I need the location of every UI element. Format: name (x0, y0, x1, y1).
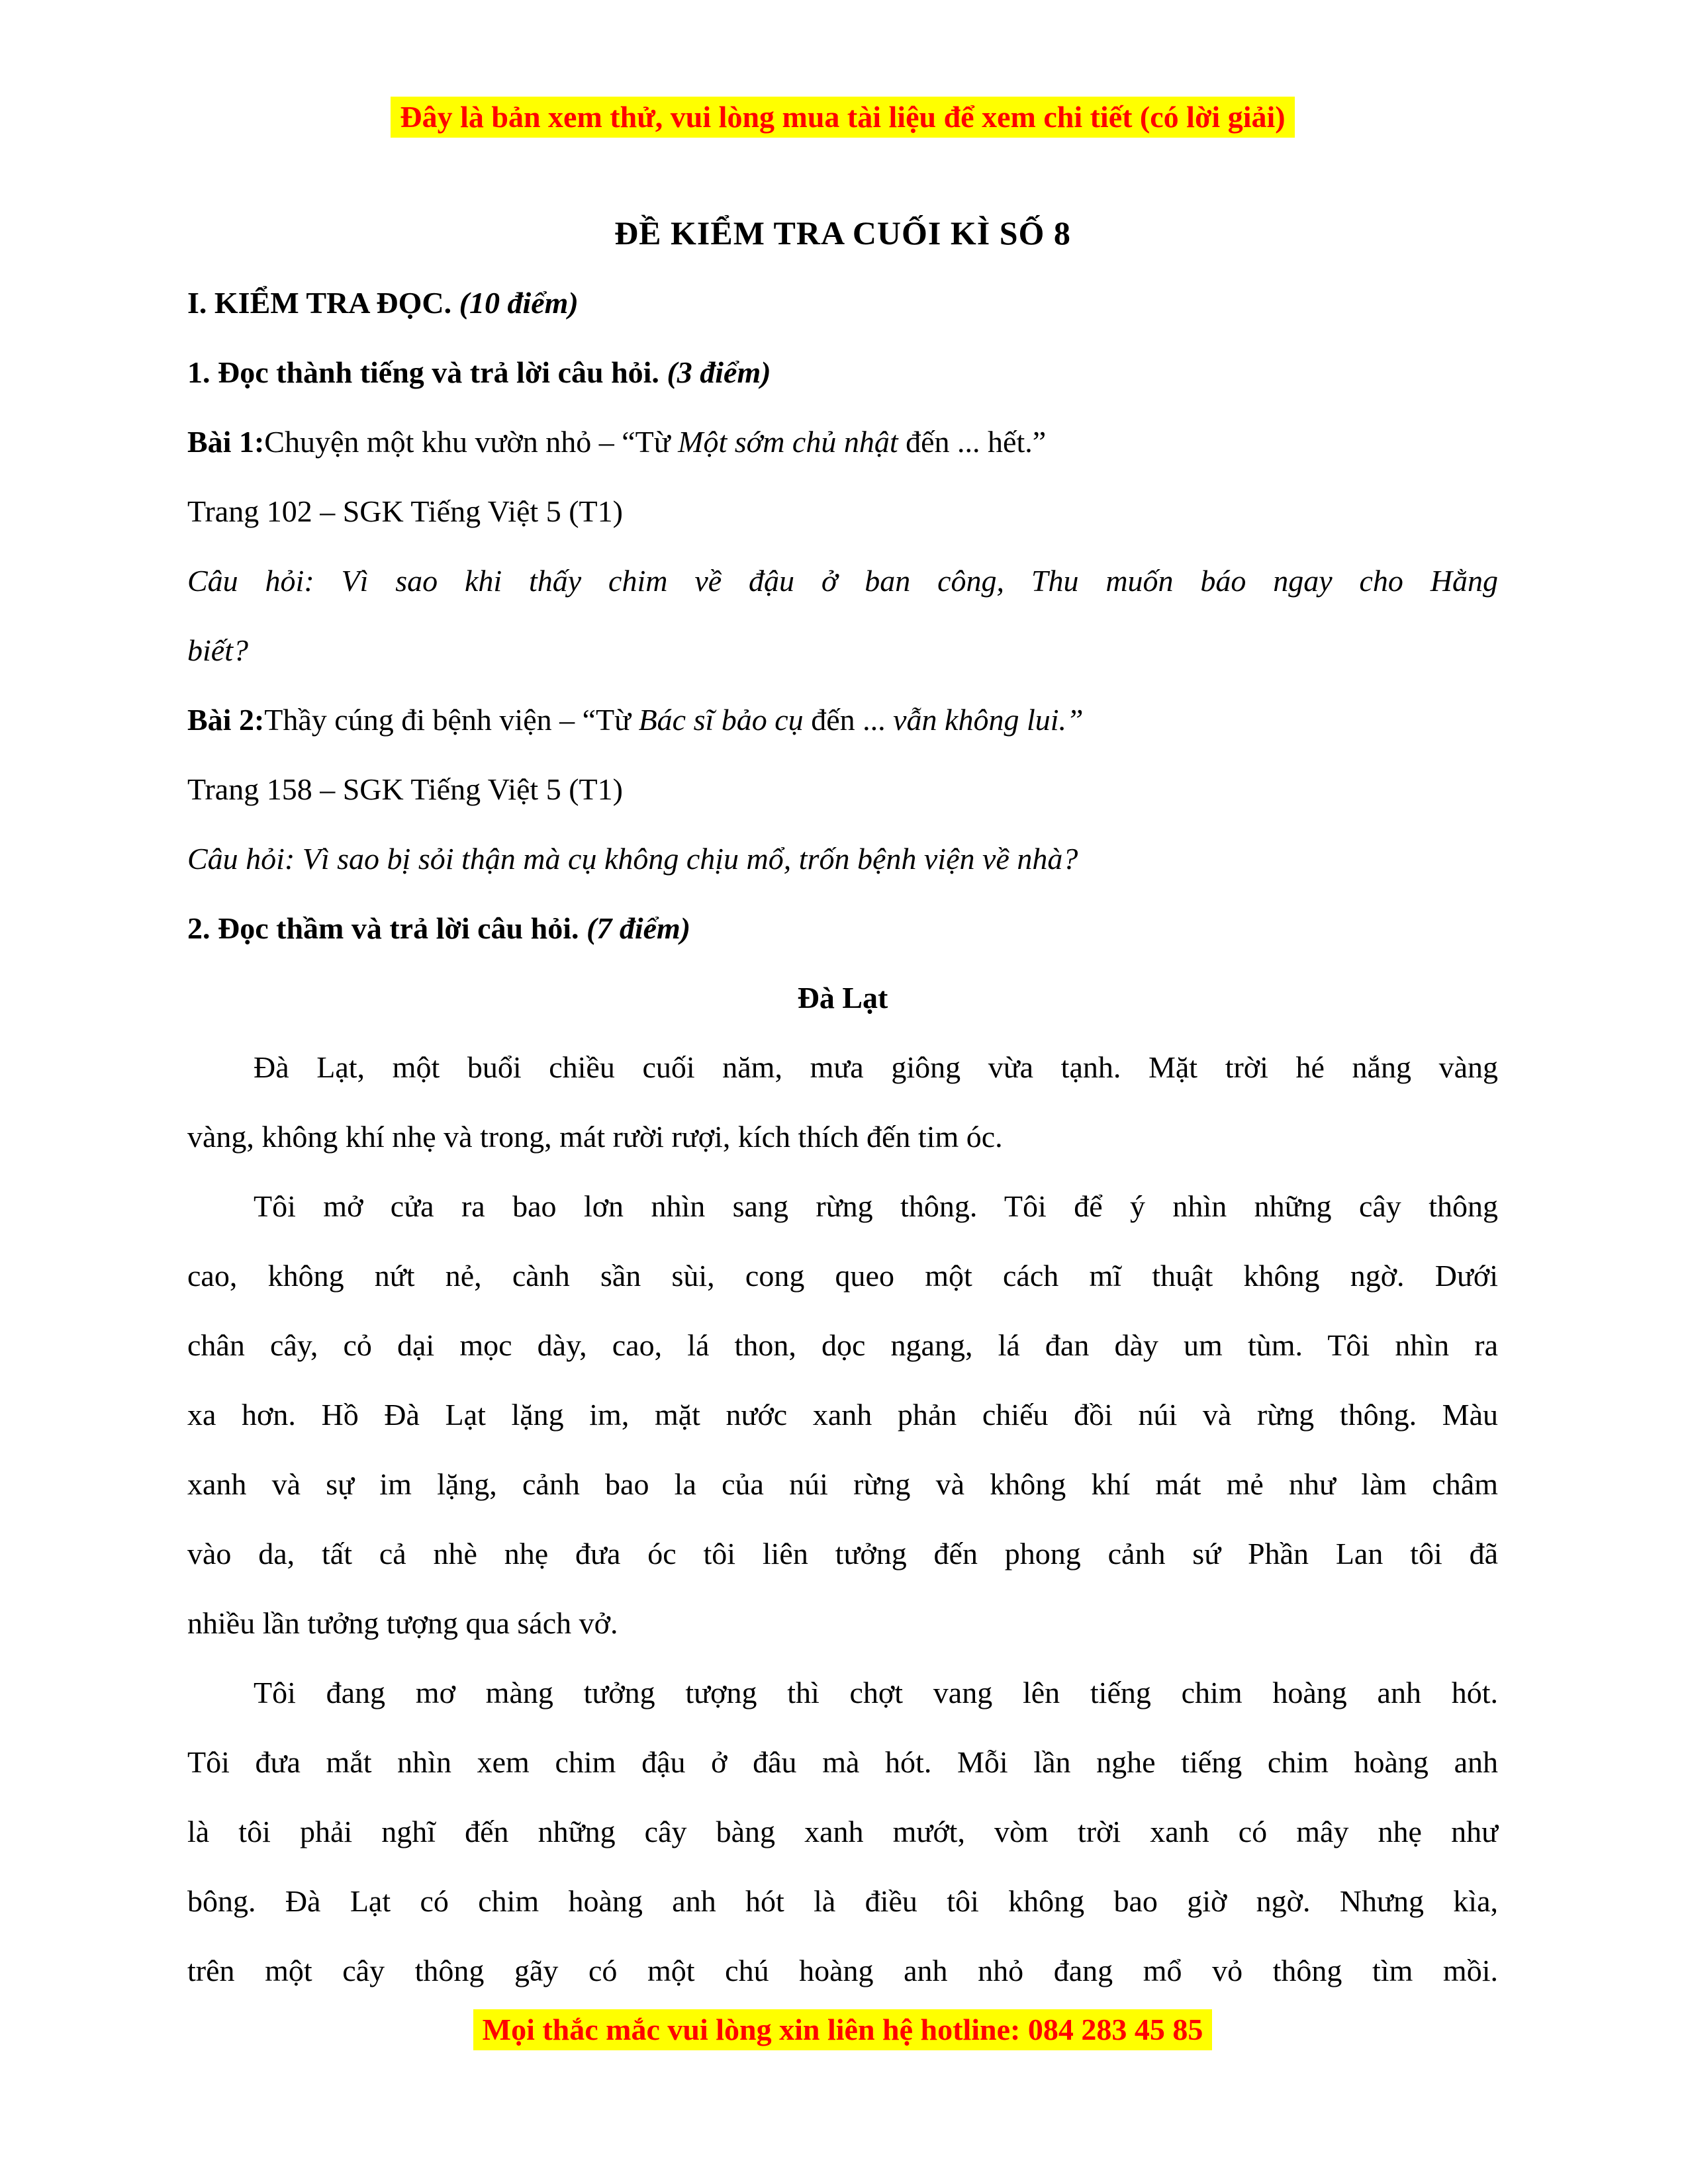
passage-p3-l4 (187, 1866, 1498, 1936)
passage-p3-l2 (187, 1727, 1498, 1797)
passage-p2-l7 (187, 1588, 1498, 1658)
text-run: vẫn không lui.” (893, 703, 1084, 737)
text-run: Trang 158 – SGK Tiếng Việt 5 (T1) (187, 772, 623, 806)
bottom-banner (187, 2009, 1498, 2050)
text-run: nhiều lần tưởng tượng qua sách vở. (187, 1606, 618, 1640)
exercise-1-line (187, 407, 1498, 477)
text-run: Tôi đang mơ màng tưởng tượng thì chợt vang lên tiếng chim hoàng anh hót. (254, 1676, 1498, 1709)
text-run: Bài 2: (187, 703, 265, 737)
section-heading-1 (187, 268, 1498, 338)
text-run: xanh và sự im lặng, cảnh bao la của núi rừng và không khí mát mẻ như làm châm (187, 1467, 1498, 1501)
passage-p2-l6 (187, 1519, 1498, 1588)
text-run: (3 điểm) (667, 355, 771, 389)
passage-p3-l5 (187, 1936, 1498, 2005)
passage-p2-l2 (187, 1241, 1498, 1310)
text-run: 2. Đọc thầm và trả lời câu hỏi. (187, 911, 586, 945)
passage-p1-l2 (187, 1102, 1498, 1171)
page-title (187, 199, 1498, 268)
passage-p2-l4 (187, 1380, 1498, 1449)
text-run: vàng, không khí nhẹ và trong, mát rười rượi, kích thích đến tim óc. (187, 1120, 1003, 1154)
text-run: Đà Lạt (797, 981, 888, 1015)
subsection-heading-2 (187, 893, 1498, 963)
text-run: đến ... hết.” (898, 425, 1047, 459)
exercise-2-question (187, 824, 1498, 893)
top-banner (187, 97, 1498, 138)
passage-p2-l3 (187, 1310, 1498, 1380)
hotline-notice-text: Mọi thắc mắc vui lòng xin liên hệ hotline: 084 283 45 85 (473, 2009, 1213, 2050)
text-run: Câu hỏi: Vì sao bị sỏi thận mà cụ không chịu mổ, trốn bệnh viện về nhà? (187, 842, 1078, 876)
preview-notice-text: Đây là bản xem thử, vui lòng mua tài liệu để xem chi tiết (có lời giải) (391, 97, 1294, 138)
text-run: Tôi mở cửa ra bao lơn nhìn sang rừng thông. Tôi để ý nhìn những cây thông (254, 1189, 1498, 1223)
text-run: xa hơn. Hồ Đà Lạt lặng im, mặt nước xanh phản chiếu đồi núi và rừng thông. Màu (187, 1398, 1498, 1432)
text-run: bông. Đà Lạt có chim hoàng anh hót là điều tôi không bao giờ ngờ. Nhưng kìa, (187, 1884, 1498, 1918)
text-run: Thầy cúng đi bệnh viện – “Từ (264, 703, 639, 737)
exercise-2-line (187, 685, 1498, 754)
text-run: Câu hỏi: Vì sao khi thấy chim về đậu ở ban công, Thu muốn báo ngay cho Hằng (187, 564, 1498, 598)
text-run: I. KIỂM TRA ĐỌC. (187, 286, 459, 320)
text-run: cao, không nứt nẻ, cành sần sùi, cong queo một cách mĩ thuật không ngờ. Dưới (187, 1259, 1498, 1293)
text-run: biết? (187, 633, 248, 667)
text-run: Bài 1: (187, 425, 265, 459)
passage-p2-l5 (187, 1449, 1498, 1519)
text-run: vào da, tất cả nhè nhẹ đưa óc tôi liên tưởng đến phong cảnh sứ Phần Lan tôi đã (187, 1537, 1498, 1570)
text-run: Tôi đưa mắt nhìn xem chim đậu ở đâu mà hót. Mỗi lần nghe tiếng chim hoàng anh (187, 1745, 1498, 1779)
text-run: (7 điểm) (586, 911, 691, 945)
passage-p3-l3 (187, 1797, 1498, 1866)
passage-title (187, 963, 1498, 1032)
exercise-1-question-line-2 (187, 615, 1498, 685)
text-run: là tôi phải nghĩ đến những cây bàng xanh mướt, vòm trời xanh có mây nhẹ như (187, 1815, 1498, 1848)
passage-p1-l1 (187, 1032, 1498, 1102)
exercise-1-question-line-1 (187, 546, 1498, 615)
exercise-1-page-ref (187, 477, 1498, 546)
text-run: Chuyện một khu vườn nhỏ – “Từ (264, 425, 679, 459)
passage-p3-l1 (187, 1658, 1498, 1727)
subsection-heading-1 (187, 338, 1498, 407)
exercise-2-page-ref (187, 754, 1498, 824)
text-run: trên một cây thông gãy có một chú hoàng anh nhỏ đang mổ vỏ thông tìm mồi. (187, 1954, 1498, 1987)
text-run: Một sớm chủ nhật (678, 425, 898, 459)
text-run: chân cây, cỏ dại mọc dày, cao, lá thon, dọc ngang, lá đan dày um tùm. Tôi nhìn ra (187, 1328, 1498, 1362)
document-body (187, 199, 1498, 2005)
passage-p2-l1 (187, 1171, 1498, 1241)
text-run: Bác sĩ bảo cụ (638, 703, 804, 737)
text-run: Đà Lạt, một buổi chiều cuối năm, mưa giông vừa tạnh. Mặt trời hé nắng vàng (254, 1050, 1498, 1084)
text-run: 1. Đọc thành tiếng và trả lời câu hỏi. (187, 355, 667, 389)
text-run: đến ... (803, 703, 894, 737)
text-run: (10 điểm) (459, 286, 579, 320)
text-run: ĐỀ KIỂM TRA CUỐI KÌ SỐ 8 (614, 214, 1071, 251)
text-run: Trang 102 – SGK Tiếng Việt 5 (T1) (187, 494, 623, 528)
